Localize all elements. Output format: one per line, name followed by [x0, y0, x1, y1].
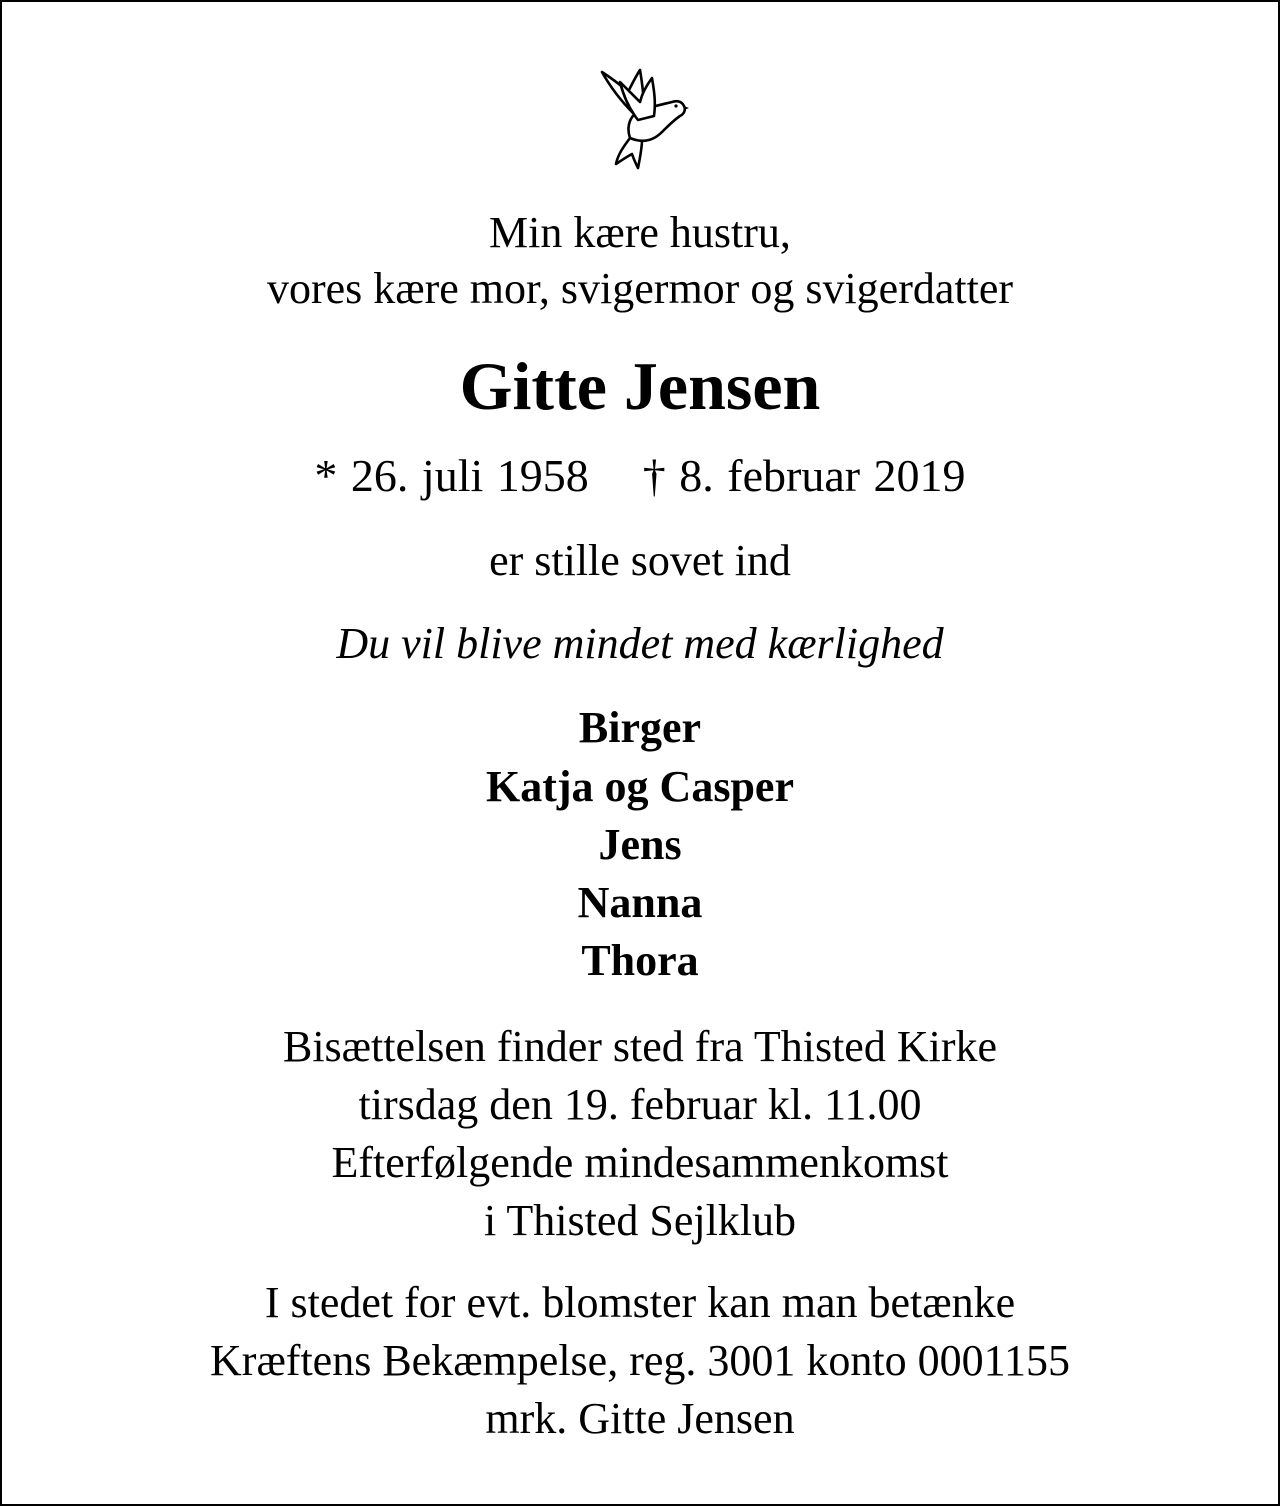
dove-icon — [594, 64, 690, 174]
family-member: Nanna — [577, 878, 703, 927]
death-date: 8. februar 2019 — [679, 450, 966, 501]
funeral-info-line: Bisættelsen finder sted fra Thisted Kirke — [282, 1022, 998, 1071]
family-member: Katja og Casper — [486, 762, 794, 811]
family-member: Birger — [578, 703, 702, 752]
donation-info-line: Kræftens Bekæmpelse, reg. 3001 konto 0001155 — [210, 1336, 1070, 1385]
deceased-name: Gitte Jensen — [459, 348, 821, 424]
born-symbol: * — [314, 450, 338, 501]
family-member: Jens — [598, 820, 682, 869]
funeral-info-line: tirsdag den 19. februar kl. 11.00 — [358, 1080, 922, 1129]
donation-info-line: I stedet for evt. blomster kan man betænke — [264, 1278, 1016, 1327]
funeral-info-line: Efterfølgende mindesammenkomst — [331, 1138, 949, 1187]
family-member: Thora — [581, 936, 699, 985]
passing-statement: er stille sovet ind — [489, 536, 791, 585]
birth-date: 26. juli 1958 — [350, 450, 589, 501]
memorial-quote: Du vil blive mindet med kærlighed — [336, 619, 944, 668]
death-symbol: † — [642, 450, 666, 501]
donation-info-line: mrk. Gitte Jensen — [485, 1394, 795, 1443]
life-dates — [2, 450, 1278, 501]
intro-line-1: Min kære hustru, — [489, 208, 791, 257]
intro-line-2: vores kære mor, svigermor og svigerdatter — [266, 264, 1014, 313]
funeral-info-line: i Thisted Sejlklub — [483, 1196, 797, 1245]
